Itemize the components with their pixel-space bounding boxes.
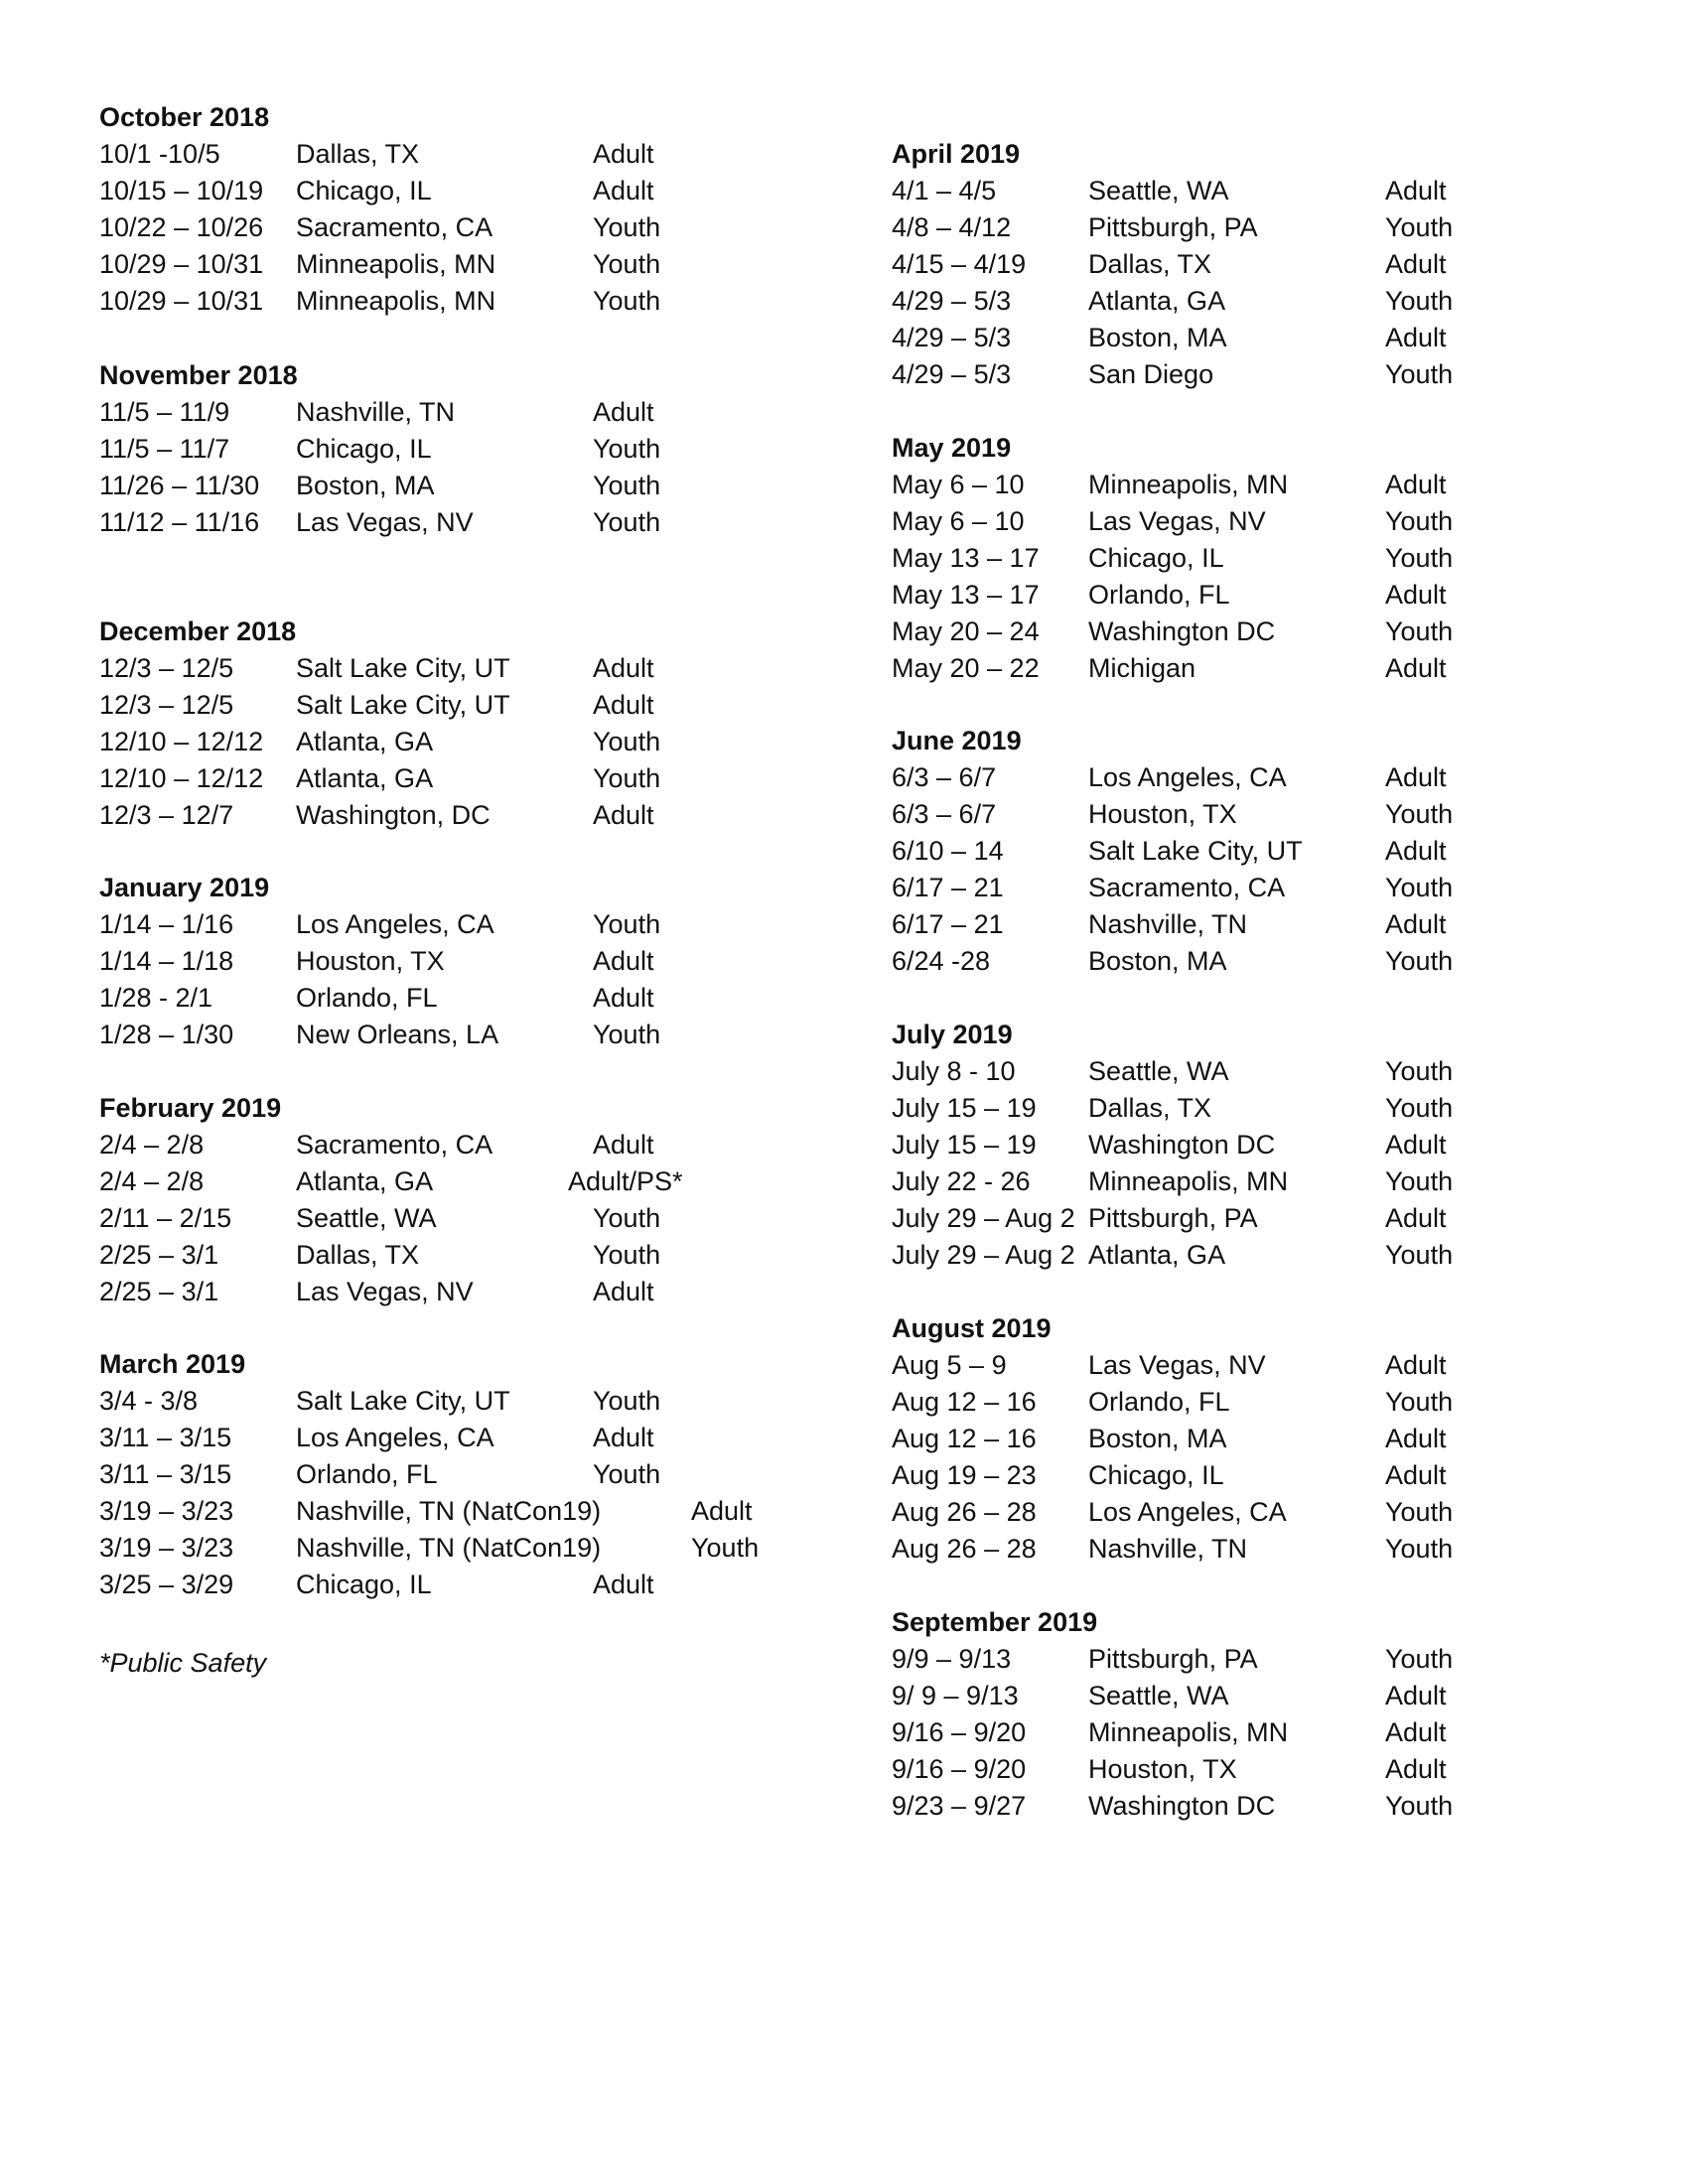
month-title: August 2019 (892, 1313, 1052, 1343)
session-location: Seattle, WA (1088, 1681, 1229, 1710)
schedule-row (892, 503, 1587, 540)
session-date: 10/1 -10/5 (99, 139, 220, 169)
schedule-row (892, 1053, 1587, 1090)
schedule-row (892, 540, 1587, 577)
session-location: Chicago, IL (1088, 1460, 1224, 1490)
schedule-row (99, 468, 794, 504)
session-type: Adult (593, 176, 654, 205)
session-date: Aug 26 – 28 (892, 1497, 1037, 1527)
session-type: Youth (1385, 799, 1454, 829)
month-block-january-2019 (99, 870, 794, 1053)
session-date: 10/29 – 10/31 (99, 249, 264, 279)
schedule-row (892, 650, 1587, 687)
session-type: Adult (593, 800, 654, 830)
session-date: 3/19 – 3/23 (99, 1496, 234, 1526)
session-date: 3/11 – 3/15 (99, 1459, 232, 1489)
schedule-row (892, 1237, 1587, 1274)
schedule-row (99, 1420, 794, 1456)
footnote: *Public Safety (99, 1648, 267, 1678)
month-block-october-2018 (99, 99, 794, 320)
session-type: Adult (593, 1130, 654, 1160)
session-location: Orlando, FL (1088, 1387, 1230, 1417)
session-location: Pittsburgh, PA (1088, 1203, 1258, 1233)
session-date: July 22 - 26 (892, 1166, 1031, 1196)
session-type: Youth (1385, 1166, 1454, 1196)
session-date: 11/12 – 11/16 (99, 507, 260, 537)
session-type: Adult (1385, 1717, 1447, 1747)
schedule-row (892, 1531, 1587, 1568)
session-location: Minneapolis, MN (1088, 1166, 1289, 1196)
session-date: 9/16 – 9/20 (892, 1754, 1027, 1784)
month-block-may-2019 (892, 430, 1587, 687)
session-location: Salt Lake City, UT (296, 1386, 510, 1416)
session-type: Adult (1385, 249, 1447, 279)
session-date: 3/19 – 3/23 (99, 1533, 234, 1563)
session-type: Youth (691, 1533, 760, 1563)
session-location: Nashville, TN (NatCon19) (296, 1533, 602, 1563)
session-type: Adult (593, 139, 654, 169)
session-date: 6/3 – 6/7 (892, 799, 997, 829)
session-date: 2/25 – 3/1 (99, 1277, 219, 1306)
session-location: San Diego (1088, 359, 1214, 389)
session-location: Washington, DC (296, 800, 491, 830)
session-location: Minneapolis, MN (296, 249, 496, 279)
schedule-row (892, 1641, 1587, 1678)
session-type: Adult (593, 983, 654, 1013)
session-location: Salt Lake City, UT (1088, 836, 1303, 866)
session-date: 9/9 – 9/13 (892, 1644, 1012, 1674)
session-date: 3/25 – 3/29 (99, 1570, 234, 1599)
session-date: 12/3 – 12/7 (99, 800, 234, 830)
schedule-row (892, 246, 1587, 283)
session-type: Adult (593, 1277, 654, 1306)
session-date: July 8 - 10 (892, 1056, 1016, 1086)
session-location: Chicago, IL (296, 1570, 432, 1599)
session-location: Chicago, IL (296, 176, 432, 205)
session-date: May 6 – 10 (892, 470, 1025, 499)
session-location: Sacramento, CA (1088, 873, 1286, 902)
session-type: Youth (1385, 506, 1454, 536)
session-location: Sacramento, CA (296, 212, 493, 242)
session-date: July 29 – Aug 2 (892, 1203, 1075, 1233)
schedule-row (99, 246, 794, 283)
session-location: Atlanta, GA (1088, 286, 1226, 316)
schedule-row (892, 833, 1587, 870)
schedule-row (99, 1017, 794, 1053)
schedule-row (99, 1456, 794, 1493)
session-date: May 20 – 22 (892, 653, 1040, 683)
session-location: Washington DC (1088, 1791, 1276, 1821)
session-type: Adult (1385, 1424, 1447, 1453)
schedule-row (892, 1751, 1587, 1788)
schedule-row (892, 356, 1587, 393)
schedule-row (99, 1237, 794, 1274)
session-location: Atlanta, GA (296, 727, 434, 756)
session-location: Michigan (1088, 653, 1196, 683)
session-type: Youth (1385, 1497, 1454, 1527)
session-location: Atlanta, GA (296, 1166, 434, 1196)
session-location: Nashville, TN (296, 397, 456, 427)
session-location: Orlando, FL (296, 983, 438, 1013)
session-type: Youth (593, 212, 661, 242)
month-block-june-2019 (892, 723, 1587, 980)
schedule-row (892, 1384, 1587, 1421)
session-date: May 20 – 24 (892, 616, 1040, 646)
schedule-row (892, 1200, 1587, 1237)
schedule-row (99, 431, 794, 468)
session-type: Adult (593, 1423, 654, 1452)
session-date: Aug 19 – 23 (892, 1460, 1037, 1490)
session-location: Pittsburgh, PA (1088, 1644, 1258, 1674)
session-location: Chicago, IL (296, 434, 432, 464)
month-title: September 2019 (892, 1607, 1098, 1637)
session-type: Youth (1385, 616, 1454, 646)
session-type: Youth (1385, 1056, 1454, 1086)
session-location: Minneapolis, MN (1088, 1717, 1289, 1747)
schedule-row (892, 1421, 1587, 1457)
session-date: 10/29 – 10/31 (99, 286, 264, 316)
schedule-row (892, 1127, 1587, 1163)
month-title: February 2019 (99, 1093, 282, 1123)
month-title: April 2019 (892, 139, 1021, 169)
session-date: 2/25 – 3/1 (99, 1240, 219, 1270)
session-date: 3/4 - 3/8 (99, 1386, 199, 1416)
session-date: 4/29 – 5/3 (892, 359, 1012, 389)
session-type: Youth (593, 909, 661, 939)
schedule-row (892, 1347, 1587, 1384)
session-type: Youth (593, 249, 661, 279)
session-date: 4/29 – 5/3 (892, 286, 1012, 316)
session-type: Youth (593, 286, 661, 316)
session-date: May 6 – 10 (892, 506, 1025, 536)
schedule-row (892, 467, 1587, 503)
session-type: Youth (1385, 1534, 1454, 1564)
schedule-row (892, 577, 1587, 614)
schedule-row (99, 906, 794, 943)
session-type: Youth (1385, 1240, 1454, 1270)
schedule-row (99, 943, 794, 980)
session-date: 6/10 – 14 (892, 836, 1004, 866)
session-date: Aug 12 – 16 (892, 1424, 1037, 1453)
schedule-row (892, 906, 1587, 943)
session-date: 12/10 – 12/12 (99, 727, 264, 756)
session-date: Aug 5 – 9 (892, 1350, 1007, 1380)
session-location: Washington DC (1088, 1130, 1276, 1160)
schedule-row (892, 870, 1587, 906)
schedule-row (99, 1200, 794, 1237)
session-date: May 13 – 17 (892, 580, 1040, 610)
session-date: 6/17 – 21 (892, 873, 1004, 902)
schedule-row (892, 209, 1587, 246)
session-location: Minneapolis, MN (296, 286, 496, 316)
schedule-row (892, 759, 1587, 796)
session-location: Dallas, TX (1088, 1093, 1212, 1123)
session-location: Las Vegas, NV (296, 507, 474, 537)
session-date: 2/11 – 2/15 (99, 1203, 232, 1233)
session-location: Los Angeles, CA (1088, 1497, 1287, 1527)
session-type: Adult (1385, 1460, 1447, 1490)
schedule-row (99, 724, 794, 760)
session-type: Adult (1385, 1681, 1447, 1710)
session-location: Las Vegas, NV (296, 1277, 474, 1306)
session-type: Adult (1385, 470, 1447, 499)
session-date: 9/16 – 9/20 (892, 1717, 1027, 1747)
session-date: 4/15 – 4/19 (892, 249, 1027, 279)
month-block-august-2019 (892, 1310, 1587, 1568)
session-location: Boston, MA (296, 471, 435, 500)
session-type: Adult/PS* (568, 1166, 683, 1196)
session-location: Atlanta, GA (1088, 1240, 1226, 1270)
session-date: 3/11 – 3/15 (99, 1423, 232, 1452)
schedule-row (892, 943, 1587, 980)
session-type: Adult (593, 690, 654, 720)
schedule-row (892, 1090, 1587, 1127)
session-type: Youth (1385, 1791, 1454, 1821)
session-type: Youth (1385, 1644, 1454, 1674)
session-location: Las Vegas, NV (1088, 1350, 1266, 1380)
session-date: July 29 – Aug 2 (892, 1240, 1075, 1270)
schedule-row (892, 173, 1587, 209)
schedule-row (99, 797, 794, 834)
session-date: 6/3 – 6/7 (892, 762, 997, 792)
session-date: 6/17 – 21 (892, 909, 1004, 939)
schedule-row (892, 283, 1587, 320)
session-location: Las Vegas, NV (1088, 506, 1266, 536)
session-type: Adult (1385, 762, 1447, 792)
session-type: Adult (1385, 653, 1447, 683)
session-type: Youth (593, 1386, 661, 1416)
schedule-row (892, 1714, 1587, 1751)
month-block-september-2019 (892, 1604, 1587, 1825)
session-date: May 13 – 17 (892, 543, 1040, 573)
session-location: Seattle, WA (1088, 1056, 1229, 1086)
session-type: Adult (1385, 323, 1447, 352)
session-date: 1/14 – 1/16 (99, 909, 234, 939)
session-date: 1/28 - 2/1 (99, 983, 213, 1013)
session-date: 1/28 – 1/30 (99, 1020, 234, 1049)
session-location: Houston, TX (1088, 1754, 1237, 1784)
session-type: Youth (593, 1240, 661, 1270)
schedule-row (99, 980, 794, 1017)
month-title: July 2019 (892, 1020, 1013, 1049)
session-location: Orlando, FL (1088, 580, 1230, 610)
schedule-row (99, 1493, 794, 1530)
session-type: Youth (593, 507, 661, 537)
session-type: Adult (691, 1496, 753, 1526)
session-type: Youth (1385, 543, 1454, 573)
month-title: October 2018 (99, 102, 270, 132)
session-date: 4/8 – 4/12 (892, 212, 1012, 242)
session-type: Adult (593, 653, 654, 683)
schedule-row (99, 760, 794, 797)
session-type: Youth (1385, 359, 1454, 389)
session-type: Adult (1385, 1350, 1447, 1380)
month-block-march-2019 (99, 1346, 794, 1603)
session-type: Youth (593, 727, 661, 756)
session-location: Los Angeles, CA (296, 1423, 494, 1452)
schedule-row (892, 1163, 1587, 1200)
session-type: Youth (1385, 946, 1454, 976)
session-date: 6/24 -28 (892, 946, 991, 976)
schedule-row (99, 1530, 794, 1567)
session-type: Adult (593, 397, 654, 427)
session-location: Minneapolis, MN (1088, 470, 1289, 499)
session-date: 9/23 – 9/27 (892, 1791, 1027, 1821)
session-type: Adult (1385, 909, 1447, 939)
session-type: Youth (1385, 1093, 1454, 1123)
schedule-row (892, 320, 1587, 356)
session-date: 10/15 – 10/19 (99, 176, 264, 205)
month-title: November 2018 (99, 360, 298, 390)
session-location: Houston, TX (296, 946, 445, 976)
session-location: Washington DC (1088, 616, 1276, 646)
session-location: Sacramento, CA (296, 1130, 493, 1160)
schedule-row (892, 1788, 1587, 1825)
session-type: Adult (1385, 1754, 1447, 1784)
month-block-november-2018 (99, 357, 794, 541)
session-location: New Orleans, LA (296, 1020, 499, 1049)
month-block-december-2018 (99, 614, 794, 834)
month-title: March 2019 (99, 1349, 246, 1379)
month-title: June 2019 (892, 726, 1022, 755)
session-type: Adult (1385, 580, 1447, 610)
schedule-row (99, 504, 794, 541)
session-type: Adult (1385, 1203, 1447, 1233)
session-date: 11/5 – 11/9 (99, 397, 230, 427)
session-location: Houston, TX (1088, 799, 1237, 829)
session-location: Boston, MA (1088, 323, 1227, 352)
session-location: Chicago, IL (1088, 543, 1224, 573)
schedule-row (892, 1457, 1587, 1494)
schedule-row (892, 614, 1587, 650)
session-location: Dallas, TX (296, 1240, 420, 1270)
session-type: Youth (1385, 212, 1454, 242)
session-location: Boston, MA (1088, 1424, 1227, 1453)
session-type: Youth (593, 763, 661, 793)
session-date: 4/1 – 4/5 (892, 176, 997, 205)
session-date: 9/ 9 – 9/13 (892, 1681, 1019, 1710)
session-date: Aug 12 – 16 (892, 1387, 1037, 1417)
session-location: Dallas, TX (1088, 249, 1212, 279)
session-date: 2/4 – 2/8 (99, 1130, 205, 1160)
session-type: Youth (593, 471, 661, 500)
session-location: Los Angeles, CA (296, 909, 494, 939)
schedule-row (99, 1383, 794, 1420)
schedule-row (99, 1567, 794, 1603)
schedule-row (99, 173, 794, 209)
schedule-row (99, 650, 794, 687)
session-type: Youth (593, 1459, 661, 1489)
session-location: Nashville, TN (1088, 1534, 1248, 1564)
session-location: Pittsburgh, PA (1088, 212, 1258, 242)
month-title: January 2019 (99, 873, 270, 902)
schedule-row (99, 1274, 794, 1310)
session-date: 4/29 – 5/3 (892, 323, 1012, 352)
session-date: 11/26 – 11/30 (99, 471, 260, 500)
month-block-april-2019 (892, 136, 1587, 393)
session-type: Youth (1385, 286, 1454, 316)
session-date: 12/10 – 12/12 (99, 763, 264, 793)
session-type: Adult (1385, 1130, 1447, 1160)
session-location: Atlanta, GA (296, 763, 434, 793)
session-date: 1/14 – 1/18 (99, 946, 234, 976)
session-type: Youth (593, 1203, 661, 1233)
month-title: May 2019 (892, 433, 1012, 463)
session-date: July 15 – 19 (892, 1093, 1037, 1123)
month-block-july-2019 (892, 1017, 1587, 1274)
session-location: Salt Lake City, UT (296, 653, 510, 683)
session-location: Dallas, TX (296, 139, 420, 169)
session-type: Youth (593, 434, 661, 464)
session-location: Los Angeles, CA (1088, 762, 1287, 792)
session-type: Adult (1385, 836, 1447, 866)
session-type: Youth (1385, 1387, 1454, 1417)
schedule-row (99, 394, 794, 431)
schedule-row (99, 1163, 794, 1200)
session-date: 11/5 – 11/7 (99, 434, 230, 464)
schedule-row (99, 209, 794, 246)
schedule-row (892, 796, 1587, 833)
session-location: Seattle, WA (296, 1203, 437, 1233)
session-type: Youth (1385, 873, 1454, 902)
month-title: December 2018 (99, 616, 297, 646)
session-date: 12/3 – 12/5 (99, 653, 234, 683)
session-date: July 15 – 19 (892, 1130, 1037, 1160)
session-location: Boston, MA (1088, 946, 1227, 976)
schedule-row (99, 687, 794, 724)
session-location: Seattle, WA (1088, 176, 1229, 205)
schedule-row (99, 1127, 794, 1163)
session-date: Aug 26 – 28 (892, 1534, 1037, 1564)
schedule-row (892, 1678, 1587, 1714)
session-date: 10/22 – 10/26 (99, 212, 264, 242)
session-location: Nashville, TN (NatCon19) (296, 1496, 602, 1526)
session-date: 12/3 – 12/5 (99, 690, 234, 720)
session-type: Youth (593, 1020, 661, 1049)
session-location: Salt Lake City, UT (296, 690, 510, 720)
session-date: 2/4 – 2/8 (99, 1166, 205, 1196)
schedule-row (892, 1494, 1587, 1531)
session-type: Adult (593, 946, 654, 976)
session-location: Orlando, FL (296, 1459, 438, 1489)
session-location: Nashville, TN (1088, 909, 1248, 939)
session-type: Adult (593, 1570, 654, 1599)
schedule-row (99, 283, 794, 320)
session-type: Adult (1385, 176, 1447, 205)
schedule-row (99, 136, 794, 173)
month-block-february-2019 (99, 1090, 794, 1310)
